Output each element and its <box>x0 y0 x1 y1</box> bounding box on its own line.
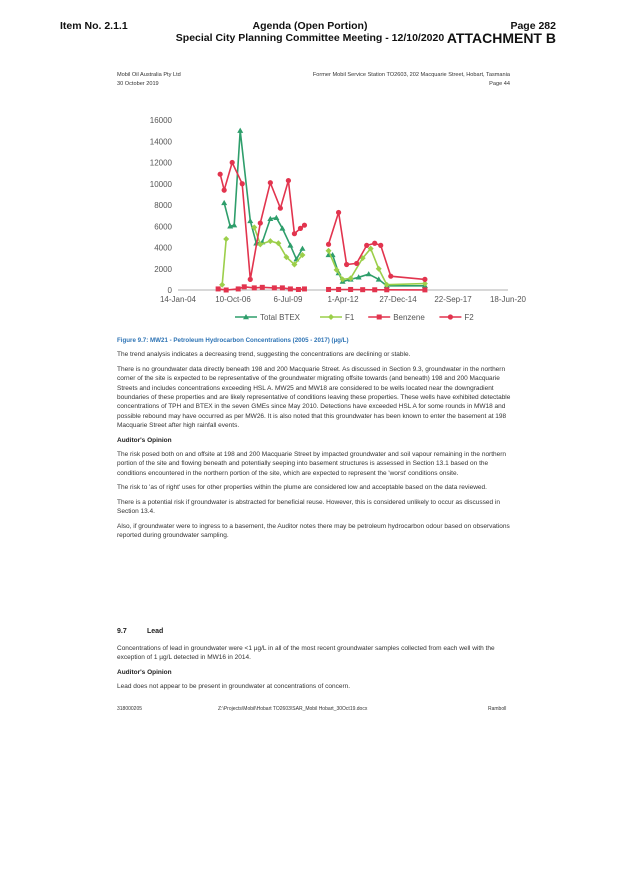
data-point-f1 <box>267 238 273 244</box>
data-point-f2 <box>336 210 341 215</box>
legend-marker-f2 <box>448 314 453 319</box>
legend-label-total-btex: Total BTEX <box>260 313 301 322</box>
data-point-f2 <box>302 223 307 228</box>
data-point-benzene <box>296 287 301 292</box>
legend-label-f2: F2 <box>464 313 474 322</box>
y-tick-label: 0 <box>167 286 172 295</box>
section-number: 9.7 <box>117 628 127 635</box>
x-tick-label: 22-Sep-17 <box>434 295 472 304</box>
paragraph-lead: Concentrations of lead in groundwater were <1 µg/L in all of the most recent groundwater samples collected from each well with the exception of 1 µg/L detected in MW16 in 2014. <box>117 645 495 662</box>
y-tick-label: 4000 <box>154 243 172 253</box>
data-point-benzene <box>336 287 341 292</box>
section-title: Lead <box>147 628 164 635</box>
footer-project-number: 318000205 <box>117 706 143 712</box>
y-tick-label: 2000 <box>154 264 172 274</box>
data-point-total-btex <box>221 200 227 205</box>
data-point-benzene <box>422 287 427 292</box>
company-name: Mobil Oil Australia Pty Ltd <box>117 72 181 78</box>
y-tick-label: 12000 <box>149 158 172 168</box>
data-point-total-btex <box>237 128 243 133</box>
data-point-f2 <box>268 180 273 185</box>
page-number: Page 282 <box>510 20 556 32</box>
paragraph-groundwater: There is no groundwater data directly beneath 198 and 200 Macquarie Street. As discussed in Section 9.3, groundwater in the northern corner of the site is expected to be representative of the groundwater migrating offsite towards (and beneath) 198 and 200 Macquarie Streets and includes concentrations exceeding HSL A. MW25 and MW18 are considered to be wells located near the downgradient boundaries of these properties and are likely representative of conditions leaving these properties. These wells have exhibited detectable concentrations of TPH and BTEX in the seven GMEs since May 2010. Detections have exceeded HSL A for some rounds in MW18 and possible rebound may have occurred as per MW26. It is also noted that this groundwater has been known to enter the basement at 198 Macquarie Street after high rainfall events. <box>117 365 511 430</box>
agenda-line-2: Special City Planning Committee Meeting - 12/10/2020 <box>175 32 445 44</box>
data-point-total-btex <box>247 218 253 223</box>
footer-company: Ramboll <box>488 706 507 712</box>
figure-caption: Figure 9.7: MW21 - Petroleum Hydrocarbon Concentrations (2005 - 2017) (µg/L) <box>117 337 349 344</box>
x-tick-label: 10-Oct-06 <box>215 295 251 304</box>
data-point-f2 <box>218 172 223 177</box>
data-point-benzene <box>384 287 389 292</box>
paragraph-as-of-right: The risk to 'as of right' uses for other properties within the plume are considered low and acceptable based on the data reviewed. <box>117 484 487 492</box>
agenda-title <box>150 20 470 44</box>
lead-section-body <box>117 644 517 697</box>
data-point-f2 <box>422 277 427 282</box>
report-date: 30 October 2019 <box>117 81 159 87</box>
auditor-opinion-heading-2: Auditor's Opinion <box>117 668 172 676</box>
page-attachment <box>447 20 556 44</box>
data-point-benzene <box>236 286 241 291</box>
data-point-benzene <box>242 284 247 289</box>
item-number: Item No. 2.1.1 <box>60 20 128 32</box>
site-name: Former Mobil Service Station TO2603, 202 Macquarie Street, Hobart, Tasmania <box>312 72 510 78</box>
x-tick-label: 18-Jun-20 <box>489 295 527 304</box>
data-point-benzene <box>348 287 353 292</box>
attachment-label: ATTACHMENT B <box>446 30 556 46</box>
data-point-f2 <box>354 261 359 266</box>
data-point-f1 <box>326 248 332 254</box>
data-point-benzene <box>260 285 265 290</box>
concentration-line-chart <box>130 112 527 334</box>
data-point-benzene <box>252 285 257 290</box>
data-point-benzene <box>360 287 365 292</box>
paragraph-trend: The trend analysis indicates a decreasing trend, suggesting the concentrations are declining or stable. <box>117 351 411 359</box>
data-point-benzene <box>272 285 277 290</box>
data-point-total-btex <box>366 271 372 276</box>
y-tick-label: 8000 <box>154 201 172 210</box>
data-point-f2 <box>278 206 283 211</box>
data-point-f2 <box>248 277 253 282</box>
paragraph-odour: Also, if groundwater were to ingress to a basement, the Auditor notes there may be petroleum hydrocarbon odour based on observations reported during groundwater sampling. <box>117 522 510 539</box>
paragraph-abstraction: There is a potential risk if groundwater is abstracted for beneficial reuse. However, this is considered unlikely to occur as discussed in Section 13.4. <box>117 498 500 516</box>
legend-marker-f1 <box>328 314 334 320</box>
report-meta-right <box>313 71 510 89</box>
report-body <box>117 336 517 545</box>
legend-label-f1: F1 <box>345 313 355 322</box>
y-tick-label: 14000 <box>149 137 172 147</box>
data-point-benzene <box>302 286 307 291</box>
data-point-benzene <box>288 286 293 291</box>
data-point-f2 <box>364 243 369 248</box>
data-point-f1 <box>376 266 382 272</box>
x-tick-label: 6-Jul-09 <box>273 295 303 304</box>
data-point-benzene <box>372 287 377 292</box>
y-tick-label: 16000 <box>149 116 172 125</box>
series-line-f1 <box>222 239 226 285</box>
paragraph-risk: The risk posed both on and offsite at 198 and 200 Macquarie Street by impacted groundwater and soil vapour remaining in the northern portion of the site and flowing beneath and potentially seeping into basement structures is assessed in Section 13.1 based on the conditions encountered in the northern portion of the site, which are expected to represent the 'worst' conditions onsite. <box>117 451 507 477</box>
data-point-f1 <box>223 236 229 242</box>
data-point-f2 <box>258 220 263 225</box>
auditor-opinion-heading-1: Auditor's Opinion <box>117 436 172 444</box>
footer-file-path: Z:\Projects\Mobil\Hobart TO2603\SAR_Mobil Hobart_30Oct19.docx <box>218 706 368 712</box>
data-point-benzene <box>326 287 331 292</box>
data-point-benzene <box>216 286 221 291</box>
data-point-f2 <box>344 262 349 267</box>
agenda-line-1: Agenda (Open Portion) <box>252 20 368 32</box>
report-page: Page 44 <box>489 81 510 87</box>
data-point-f2 <box>292 231 297 236</box>
y-tick-label: 10000 <box>149 179 172 189</box>
data-point-f2 <box>372 241 377 246</box>
data-point-benzene <box>280 285 285 290</box>
data-point-total-btex <box>231 222 237 227</box>
y-tick-label: 6000 <box>154 222 172 232</box>
legend-label-benzene: Benzene <box>393 313 425 322</box>
data-point-f2 <box>240 181 245 186</box>
legend-marker-benzene <box>377 315 382 320</box>
data-point-f2 <box>230 160 235 165</box>
data-point-f2 <box>378 243 383 248</box>
data-point-total-btex <box>287 242 293 247</box>
data-point-f2 <box>286 178 291 183</box>
paragraph-lead-opinion: Lead does not appear to be present in groundwater at concentrations of concern. <box>117 683 351 691</box>
data-point-f2 <box>326 242 331 247</box>
data-point-f2 <box>222 188 227 193</box>
x-tick-label: 1-Apr-12 <box>327 295 359 304</box>
x-tick-label: 14-Jan-04 <box>159 295 197 304</box>
x-tick-label: 27-Dec-14 <box>379 295 417 304</box>
data-point-total-btex <box>299 246 305 251</box>
data-point-f2 <box>388 274 393 279</box>
data-point-benzene <box>224 288 229 293</box>
report-meta-left <box>117 71 181 89</box>
